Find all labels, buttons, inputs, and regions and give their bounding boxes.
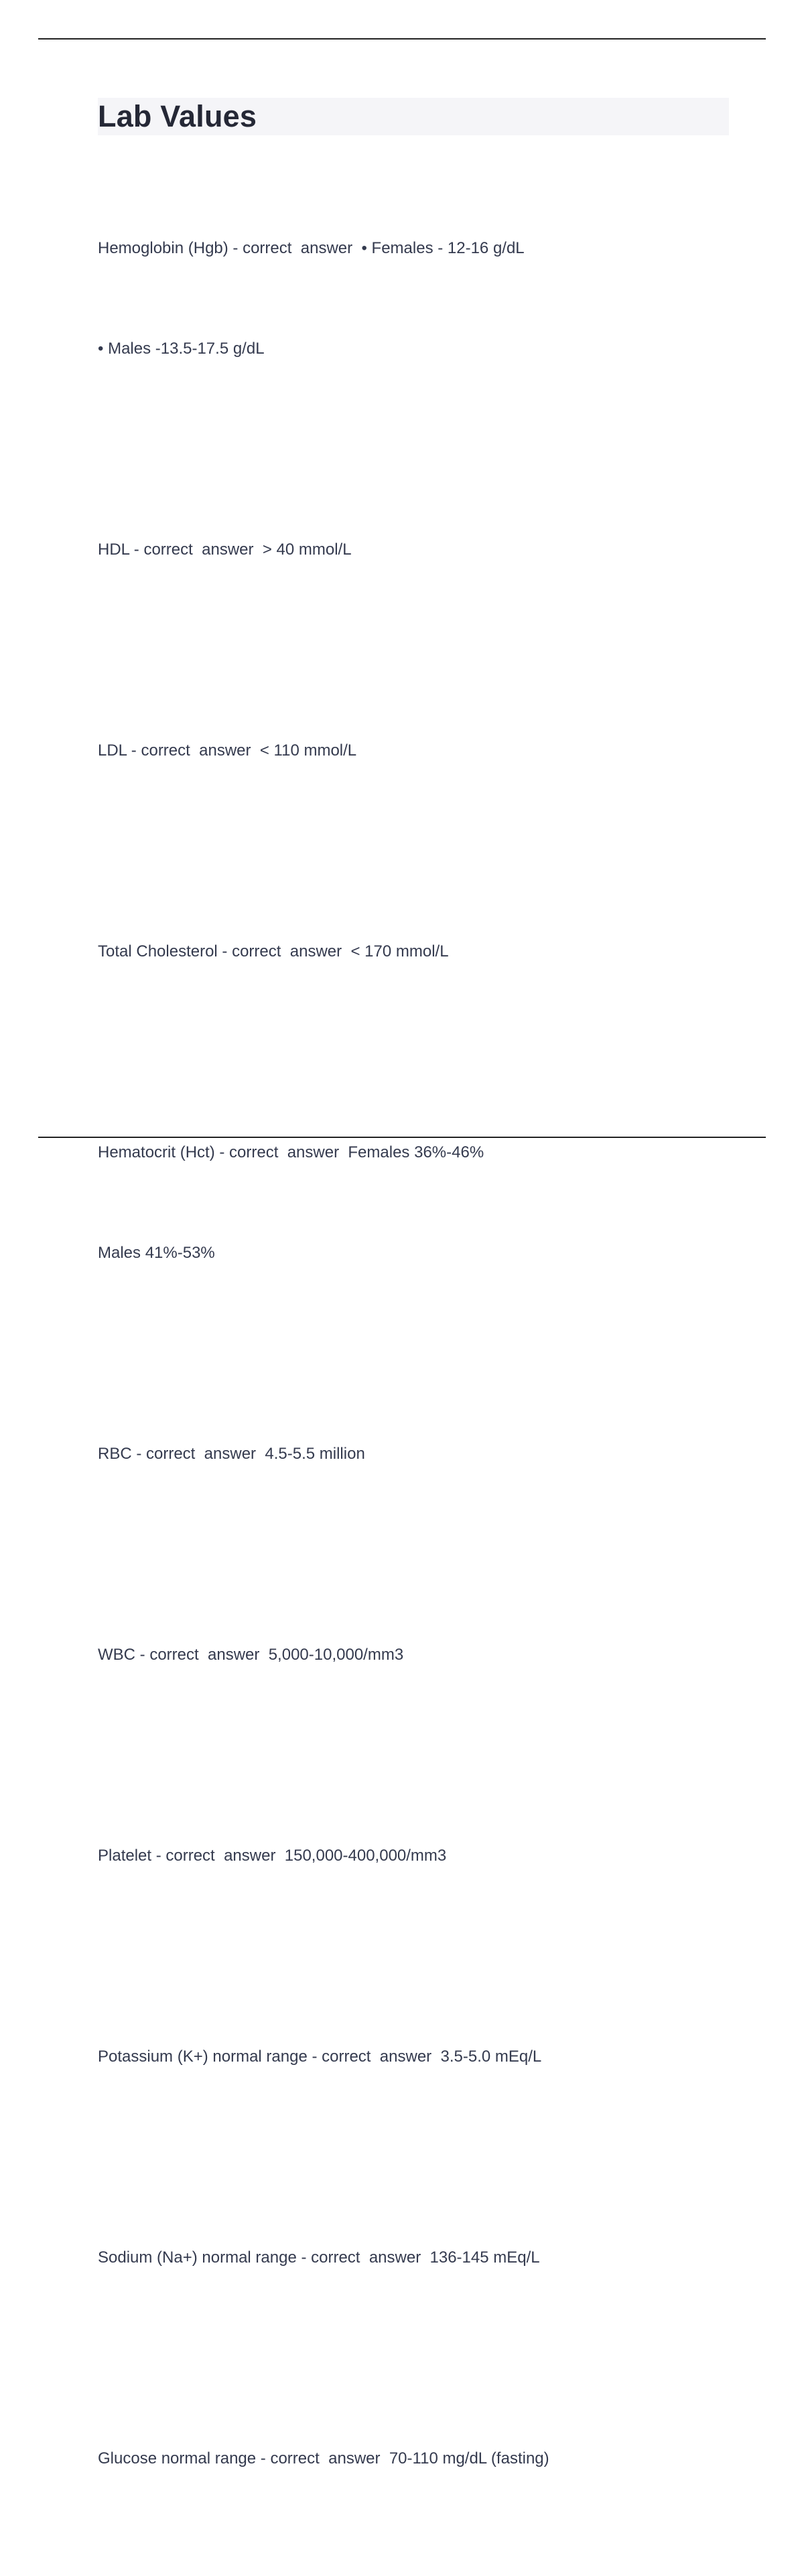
entry-line: Glucose normal range - correct answer 70-110 mg/dL (fasting) xyxy=(98,2449,549,2467)
entry-platelet xyxy=(98,1772,729,1940)
entry-line: Total Cholesterol - correct answer < 170 mmol/L xyxy=(98,942,449,960)
entry-hemoglobin xyxy=(98,165,729,433)
entry-line: Potassium (K+) normal range - correct answer 3.5-5.0 mEq/L xyxy=(98,2048,542,2066)
entry-line: Hemoglobin (Hgb) - correct answer • Females - 12-16 g/dL xyxy=(98,239,525,257)
document-body xyxy=(98,98,729,2576)
entry-line: • Males -13.5-17.5 g/dL xyxy=(98,340,265,358)
entry-line: RBC - correct answer 4.5-5.5 million xyxy=(98,1445,365,1463)
entry-line: LDL - correct answer < 110 mmol/L xyxy=(98,741,357,760)
page-title: Lab Values xyxy=(98,99,257,133)
entry-potassium xyxy=(98,1973,729,2141)
entry-line: Males 41%-53% xyxy=(98,1244,215,1262)
bottom-rule xyxy=(38,1137,766,1138)
lab-values-list xyxy=(98,165,729,2543)
entry-sodium xyxy=(98,2174,729,2342)
title-bar xyxy=(98,98,729,135)
entry-rbc xyxy=(98,1370,729,1538)
entry-line: Sodium (Na+) normal range - correct answer 136-145 mEq/L xyxy=(98,2248,540,2267)
entry-hdl xyxy=(98,466,729,634)
entry-wbc xyxy=(98,1571,729,1739)
entry-line: HDL - correct answer > 40 mmol/L xyxy=(98,541,352,559)
entry-glucose xyxy=(98,2375,729,2543)
entry-line: Hematocrit (Hct) - correct answer Females 36%-46% xyxy=(98,1143,484,1161)
entry-hematocrit xyxy=(98,1069,729,1337)
entry-line: Platelet - correct answer 150,000-400,000/mm3 xyxy=(98,1847,447,1865)
entry-line: WBC - correct answer 5,000-10,000/mm3 xyxy=(98,1646,404,1664)
top-rule xyxy=(38,38,766,40)
entry-ldl xyxy=(98,667,729,835)
entry-total-cholesterol xyxy=(98,868,729,1035)
